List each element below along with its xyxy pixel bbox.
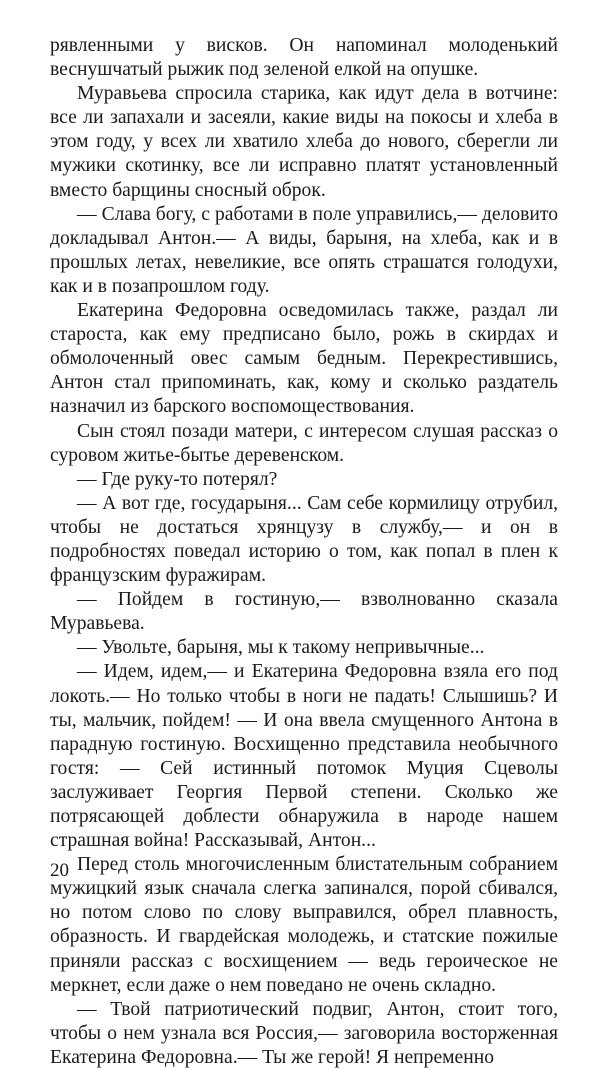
page-body (50, 34, 558, 1070)
paragraph: Сын стоял позади матери, с интересом слушая рассказ о суровом житье-бытье деревенском. (50, 420, 558, 466)
paragraph: Муравьева спросила старика, как идут дела в вотчине: все ли запахали и засеяли, какие виды на покосы и хлеба в этом году, у всех ли хватило хлеба до нового, сберегли ли мужики скотинку, все ли исправно платят установленный вместо барщины сносный оброк. (50, 83, 558, 201)
page-number: 20 (50, 860, 69, 881)
paragraph: рявленными у висков. Он напоминал молоденький веснушчатый рыжик под зеленой елкой на опушке. (50, 35, 558, 81)
paragraph: — Где руку-то потерял? (77, 468, 278, 490)
paragraph: — Пойдем в гостиную,— взволнованно сказала Муравьева. (50, 589, 558, 635)
paragraph: — Идем, идем,— и Екатерина Федоровна взяла его под локоть.— Но только чтобы в ноги не падать! Слышишь? И ты, мальчик, пойдем! — И она ввела смущенного Антона в парадную гостиную. Восхищенно представила необычного гостя: — Сей истинный потомок Муция Сцеволы заслуживает Георгия Первой степени. Сколько же потрясающей доблести обнаружила в народе нашем страшная война! Рассказывай, Антон... (50, 661, 558, 852)
paragraph: Екатерина Федоровна осведомилась также, раздал ли староста, как ему предписано было, рожь в скирдах и обмолоченный овес самым бедным. Перекрестившись, Антон стал припоминать, как, кому и сколько раздатель назначил из барского воспомоществования. (50, 300, 558, 418)
paragraph: — Увольте, барыня, мы к такому непривычные... (77, 637, 485, 659)
paragraph: — Слава богу, с работами в поле управились,— деловито докладывал Антон.— А виды, барыня, на хлеба, как и в прошлых летах, невеликие, все опять страшатся голодухи, как и в позапрошлом году. (50, 203, 558, 297)
paragraph: Перед столь многочисленным блистательным собранием мужицкий язык сначала слегка запинался, порой сбивался, но потом слово по слову выправился, обрел плавность, образность. И гвардейская молодежь, и статские пожилые приняли рассказ с восхищением — ведь героическое не меркнет, если даже о нем поведано не очень складно. (50, 854, 558, 996)
paragraph: — Твой патриотический подвиг, Антон, стоит того, чтобы о нем узнала вся Россия,— заговорила восторженная Екатерина Федоровна.— Ты же герой! Я непременно (50, 998, 558, 1068)
paragraph: — А вот где, государыня... Сам себе кормилицу отрубил, чтобы не достаться хрянцузу в службу,— и он в подробностях поведал историю о том, как попал в плен к французским фуражирам. (50, 492, 558, 587)
